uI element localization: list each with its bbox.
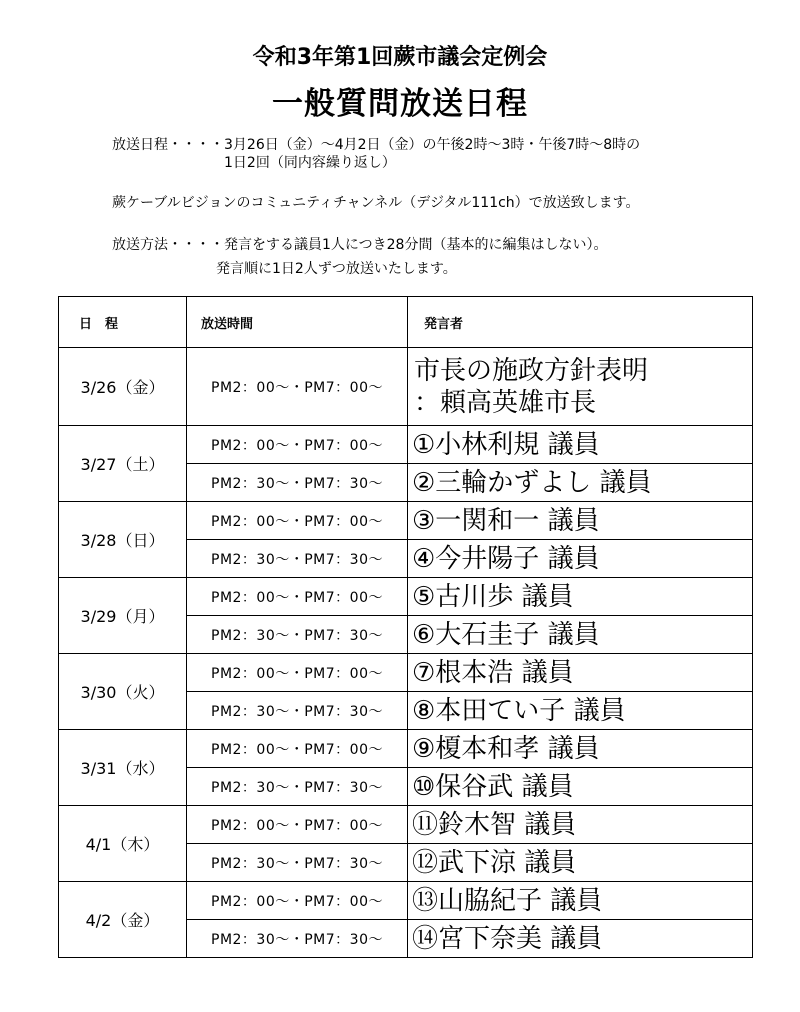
time-cell: PM2：30～・PM7：30～: [187, 616, 408, 654]
speaker-cell: ⑩保谷武 議員: [408, 768, 753, 806]
time-cell: PM2：30～・PM7：30～: [187, 540, 408, 578]
speaker-cell: ①小林利規 議員: [408, 426, 753, 464]
speaker-cell: ④今井陽子 議員: [408, 540, 753, 578]
time-cell: PM2：00～・PM7：00～: [187, 882, 408, 920]
header-time: 放送時間: [187, 297, 408, 348]
table-row: [59, 426, 753, 464]
date-cell: 3/30（火）: [59, 654, 187, 730]
table-row: [59, 348, 753, 426]
schedule-info-line2: 1日2回（同内容繰り返し）: [224, 155, 396, 171]
speaker-cell: ⑤古川歩 議員: [408, 578, 753, 616]
date-cell: 3/28（日）: [59, 502, 187, 578]
schedule-info-line1: 放送日程・・・・3月26日（金）～4月2日（金）の午後2時～3時・午後7時～8時の: [112, 137, 641, 153]
speaker-cell: ②三輪かずよし 議員: [408, 464, 753, 502]
time-cell: PM2：00～・PM7：00～: [187, 348, 408, 426]
mayor-speech-line2: ：頼高英雄市長: [414, 387, 597, 418]
time-cell: PM2：00～・PM7：00～: [187, 578, 408, 616]
method-info-line1: 放送方法・・・・発言をする議員1人につき28分間（基本的に編集はしない）。: [112, 237, 608, 253]
mayor-speech-line1: 市長の施政方針表明: [414, 355, 649, 386]
speaker-cell: ③一関和一 議員: [408, 502, 753, 540]
time-cell: PM2：00～・PM7：00～: [187, 806, 408, 844]
time-cell: PM2：00～・PM7：00～: [187, 426, 408, 464]
broadcast-schedule-table: [58, 296, 753, 958]
header-speaker: 発言者: [408, 297, 753, 348]
time-cell: PM2：30～・PM7：30～: [187, 920, 408, 958]
date-cell: 3/26（金）: [59, 348, 187, 426]
table-row: [59, 882, 753, 920]
date-cell: 4/2（金）: [59, 882, 187, 958]
time-cell: PM2：00～・PM7：00～: [187, 654, 408, 692]
time-cell: PM2：30～・PM7：30～: [187, 844, 408, 882]
time-cell: PM2：30～・PM7：30～: [187, 768, 408, 806]
time-cell: PM2：30～・PM7：30～: [187, 464, 408, 502]
time-cell: PM2：00～・PM7：00～: [187, 502, 408, 540]
speaker-cell: ⑨榎本和孝 議員: [408, 730, 753, 768]
date-cell: 3/29（月）: [59, 578, 187, 654]
speaker-cell: ⑫武下涼 議員: [408, 844, 753, 882]
speaker-cell: ⑥大石圭子 議員: [408, 616, 753, 654]
speaker-cell: ⑬山脇紀子 議員: [408, 882, 753, 920]
time-cell: PM2：00～・PM7：00～: [187, 730, 408, 768]
date-cell: 3/27（土）: [59, 426, 187, 502]
method-info-line2: 発言順に1日2人ずつ放送いたします。: [216, 261, 457, 277]
speaker-cell: [408, 348, 753, 426]
date-cell: 4/1（木）: [59, 806, 187, 882]
table-row: [59, 806, 753, 844]
header-date: 日 程: [59, 297, 187, 348]
table-row: [59, 578, 753, 616]
table-header-row: [59, 297, 753, 348]
table-row: [59, 654, 753, 692]
document-title: 令和3年第1回蕨市議会定例会: [252, 45, 548, 70]
speaker-cell: ⑭宮下奈美 議員: [408, 920, 753, 958]
table-row: [59, 502, 753, 540]
channel-info: 蕨ケーブルビジョンのコミュニティチャンネル（デジタル111ch）で放送致します。: [112, 195, 640, 211]
speaker-cell: ⑦根本浩 議員: [408, 654, 753, 692]
speaker-cell: ⑪鈴木智 議員: [408, 806, 753, 844]
table-row: [59, 730, 753, 768]
speaker-cell: ⑧本田てい子 議員: [408, 692, 753, 730]
document-subtitle: 一般質問放送日程: [272, 86, 528, 122]
time-cell: PM2：30～・PM7：30～: [187, 692, 408, 730]
date-cell: 3/31（水）: [59, 730, 187, 806]
